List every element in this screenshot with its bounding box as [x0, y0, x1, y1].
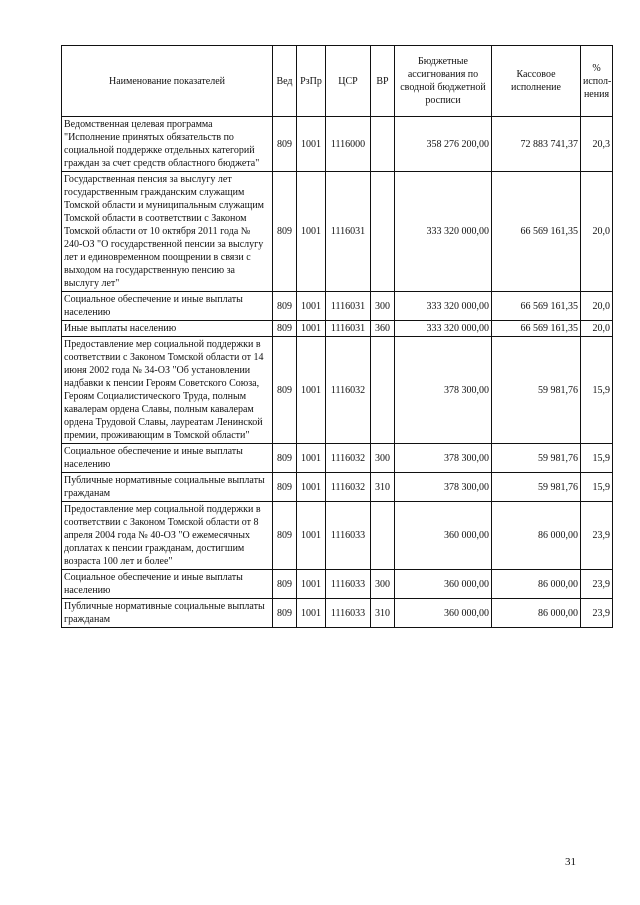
cell-rzpr: 1001 — [297, 599, 326, 628]
header-rzpr: РзПр — [297, 46, 326, 117]
cell-budget: 378 300,00 — [395, 444, 492, 473]
cell-pct: 20,0 — [581, 321, 613, 337]
cell-vr: 310 — [371, 473, 395, 502]
table-row — [62, 473, 613, 502]
cell-cash: 66 569 161,35 — [492, 292, 581, 321]
table-row — [62, 337, 613, 444]
header-ved: Вед — [273, 46, 297, 117]
cell-cash: 86 000,00 — [492, 599, 581, 628]
cell-ved: 809 — [273, 172, 297, 292]
cell-budget: 378 300,00 — [395, 337, 492, 444]
header-csr: ЦСР — [326, 46, 371, 117]
cell-cash: 66 569 161,35 — [492, 172, 581, 292]
cell-budget: 360 000,00 — [395, 502, 492, 570]
table-row — [62, 292, 613, 321]
table-row — [62, 117, 613, 172]
cell-ved: 809 — [273, 599, 297, 628]
cell-pct: 23,9 — [581, 502, 613, 570]
table-row — [62, 599, 613, 628]
cell-vr: 300 — [371, 444, 395, 473]
table-row — [62, 502, 613, 570]
cell-vr — [371, 117, 395, 172]
cell-vr — [371, 502, 395, 570]
cell-ved: 809 — [273, 292, 297, 321]
cell-name: Публичные нормативные социальные выплаты гражданам — [62, 599, 273, 628]
cell-rzpr: 1001 — [297, 292, 326, 321]
cell-csr: 1116031 — [326, 321, 371, 337]
cell-rzpr: 1001 — [297, 172, 326, 292]
cell-pct: 23,9 — [581, 599, 613, 628]
cell-budget: 333 320 000,00 — [395, 321, 492, 337]
cell-rzpr: 1001 — [297, 117, 326, 172]
cell-vr: 310 — [371, 599, 395, 628]
cell-pct: 23,9 — [581, 570, 613, 599]
table-row — [62, 444, 613, 473]
cell-csr: 1116031 — [326, 172, 371, 292]
cell-vr — [371, 337, 395, 444]
table-row — [62, 570, 613, 599]
cell-csr: 1116032 — [326, 337, 371, 444]
cell-ved: 809 — [273, 117, 297, 172]
table-row — [62, 172, 613, 292]
cell-cash: 72 883 741,37 — [492, 117, 581, 172]
cell-rzpr: 1001 — [297, 337, 326, 444]
cell-ved: 809 — [273, 502, 297, 570]
cell-csr: 1116031 — [326, 292, 371, 321]
cell-cash: 86 000,00 — [492, 570, 581, 599]
cell-budget: 360 000,00 — [395, 570, 492, 599]
cell-vr: 360 — [371, 321, 395, 337]
cell-name: Иные выплаты населению — [62, 321, 273, 337]
table-header-row — [62, 46, 613, 117]
cell-ved: 809 — [273, 444, 297, 473]
header-budget: Бюджетные ассигнования по сводной бюджетной росписи — [395, 46, 492, 117]
cell-pct: 15,9 — [581, 444, 613, 473]
budget-execution-table — [61, 45, 613, 628]
cell-csr: 1116033 — [326, 570, 371, 599]
cell-cash: 86 000,00 — [492, 502, 581, 570]
cell-pct: 20,0 — [581, 292, 613, 321]
cell-budget: 333 320 000,00 — [395, 292, 492, 321]
cell-name: Предоставление мер социальной поддержки в соответствии с Законом Томской области от 8 апреля 2004 года № 40-ОЗ "О ежемесячных доплатах к пенсии гражданам, достигшим возраста 100 лет и более" — [62, 502, 273, 570]
cell-name: Социальное обеспечение и иные выплаты населению — [62, 444, 273, 473]
cell-budget: 360 000,00 — [395, 599, 492, 628]
cell-budget: 358 276 200,00 — [395, 117, 492, 172]
cell-name: Публичные нормативные социальные выплаты гражданам — [62, 473, 273, 502]
cell-cash: 59 981,76 — [492, 337, 581, 444]
cell-pct: 20,0 — [581, 172, 613, 292]
cell-csr: 1116033 — [326, 599, 371, 628]
header-cash: Кассовое исполнение — [492, 46, 581, 117]
cell-pct: 15,9 — [581, 473, 613, 502]
cell-name: Социальное обеспечение и иные выплаты населению — [62, 570, 273, 599]
header-vr: ВР — [371, 46, 395, 117]
cell-ved: 809 — [273, 473, 297, 502]
cell-budget: 378 300,00 — [395, 473, 492, 502]
cell-vr: 300 — [371, 292, 395, 321]
cell-csr: 1116032 — [326, 444, 371, 473]
cell-name: Социальное обеспечение и иные выплаты населению — [62, 292, 273, 321]
cell-rzpr: 1001 — [297, 321, 326, 337]
cell-ved: 809 — [273, 321, 297, 337]
cell-ved: 809 — [273, 337, 297, 444]
cell-rzpr: 1001 — [297, 444, 326, 473]
table-row — [62, 321, 613, 337]
cell-name: Государственная пенсия за выслугу лет государственным гражданским служащим Томской области и муниципальным служащим Томской области в соответствии с Законом Томской области от 10 октября 2011 года № 240-ОЗ "О государственной пенсии за выслугу лет и единовременном поощрении в связи с выходом на государственную пенсию за выслугу лет" — [62, 172, 273, 292]
cell-cash: 59 981,76 — [492, 444, 581, 473]
cell-cash: 66 569 161,35 — [492, 321, 581, 337]
cell-csr: 1116000 — [326, 117, 371, 172]
cell-csr: 1116033 — [326, 502, 371, 570]
cell-cash: 59 981,76 — [492, 473, 581, 502]
cell-csr: 1116032 — [326, 473, 371, 502]
cell-name: Ведомственная целевая программа "Исполнение принятых обязательств по социальной поддержке отдельных категорий граждан за счет средств областного бюджета" — [62, 117, 273, 172]
cell-pct: 20,3 — [581, 117, 613, 172]
cell-vr — [371, 172, 395, 292]
cell-rzpr: 1001 — [297, 502, 326, 570]
header-percent: % испол- нения — [581, 46, 613, 117]
header-name: Наименование показателей — [62, 46, 273, 117]
page-number: 31 — [565, 856, 576, 868]
cell-ved: 809 — [273, 570, 297, 599]
cell-vr: 300 — [371, 570, 395, 599]
cell-rzpr: 1001 — [297, 473, 326, 502]
cell-budget: 333 320 000,00 — [395, 172, 492, 292]
cell-name: Предоставление мер социальной поддержки в соответствии с Законом Томской области от 14 июня 2002 года № 34-ОЗ "Об установлении надбавки к пенсии Героям Советского Союза, Героям Социалистического Труда, полным кавалерам ордена Славы, полным кавалерам ордена Трудовой Славы, лауреатам Ленинской премии, проживающим в Томской области" — [62, 337, 273, 444]
cell-rzpr: 1001 — [297, 570, 326, 599]
cell-pct: 15,9 — [581, 337, 613, 444]
